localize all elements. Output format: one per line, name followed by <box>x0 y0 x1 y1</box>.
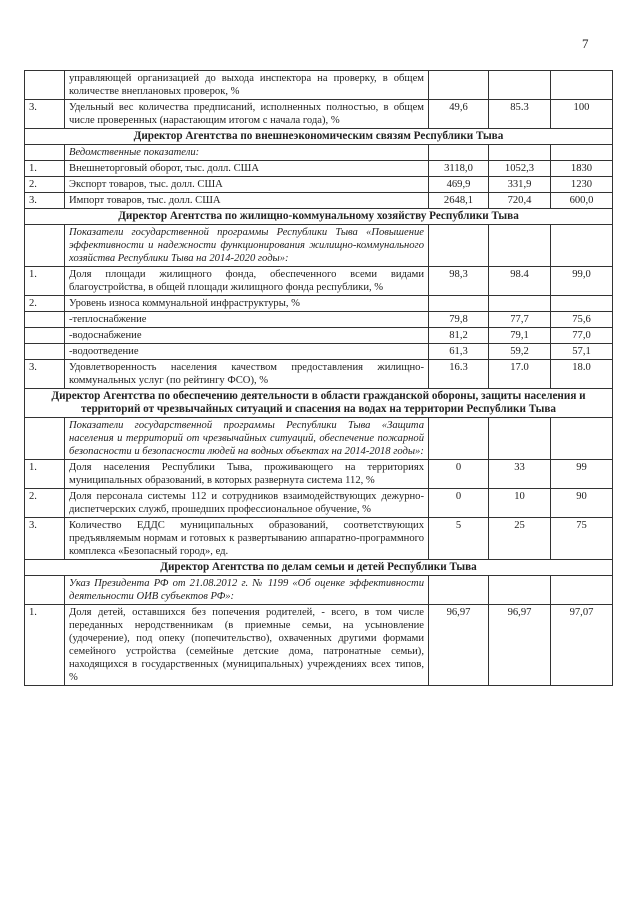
table-row <box>25 193 613 209</box>
value-v3: 18.0 <box>551 360 613 389</box>
empty-cell <box>25 225 65 267</box>
value-v1: 79,8 <box>429 312 489 328</box>
value-v2: 85.3 <box>489 100 551 129</box>
value-v1: 81,2 <box>429 328 489 344</box>
subheader-text: Ведомственные показатели: <box>65 145 429 161</box>
value-v1: 3118,0 <box>429 161 489 177</box>
value-v2: 79,1 <box>489 328 551 344</box>
value-v1 <box>429 296 489 312</box>
table-row <box>25 344 613 360</box>
empty-cell <box>551 225 613 267</box>
section-header-row <box>25 129 613 145</box>
row-number: 1. <box>25 460 65 489</box>
value-v3: 97,07 <box>551 605 613 686</box>
section-header-row <box>25 560 613 576</box>
subheader-row <box>25 145 613 161</box>
table-row <box>25 100 613 129</box>
value-v2 <box>489 296 551 312</box>
value-v3: 90 <box>551 489 613 518</box>
value-v1: 5 <box>429 518 489 560</box>
table-row <box>25 460 613 489</box>
value-v3 <box>551 296 613 312</box>
empty-cell <box>551 576 613 605</box>
empty-cell <box>551 145 613 161</box>
value-v3: 57,1 <box>551 344 613 360</box>
value-v2: 720,4 <box>489 193 551 209</box>
empty-cell <box>429 418 489 460</box>
indicator-name: Доля персонала системы 112 и сотрудников взаимодействующих дежурно-диспетчерских служб, прошедших профессиональное обучение, % <box>65 489 429 518</box>
row-number: 3. <box>25 193 65 209</box>
subheader-text: Показатели государственной программы Республики Тыва «Защита населения и территорий от чрезвычайных ситуаций, обеспечение пожарной безопасности и безопасности людей на водных объектах на 2014-2018 годы»: <box>65 418 429 460</box>
row-number: 3. <box>25 360 65 389</box>
value-v3: 1230 <box>551 177 613 193</box>
value-v3: 99 <box>551 460 613 489</box>
page-number: 7 <box>582 36 589 51</box>
value-v3: 1830 <box>551 161 613 177</box>
value-v2: 77,7 <box>489 312 551 328</box>
value-v3: 100 <box>551 100 613 129</box>
table-row <box>25 267 613 296</box>
indicator-name: Импорт товаров, тыс. долл. США <box>65 193 429 209</box>
row-number: 3. <box>25 100 65 129</box>
section-title: Директор Агентства по внешнеэкономическим связям Республики Тыва <box>25 129 613 145</box>
indicator-name: Доля населения Республики Тыва, проживающего на территориях муниципальных образований, в которых развернута система 112, % <box>65 460 429 489</box>
value-v2: 25 <box>489 518 551 560</box>
subheader-text: Показатели государственной программы Республики Тыва «Повышение эффективности и надежности функционирования жилищно-коммунального хозяйства Республики Тыва на 2014-2020 годы»: <box>65 225 429 267</box>
indicator-name: Количество ЕДДС муниципальных образований, соответствующих предъявляемым нормам и готовых к развертыванию аппаратно-программного комплекса «Безопасный город», ед. <box>65 518 429 560</box>
row-number: 2. <box>25 296 65 312</box>
value-v3: 75 <box>551 518 613 560</box>
value-v1: 98,3 <box>429 267 489 296</box>
section-header-row <box>25 389 613 418</box>
row-number <box>25 328 65 344</box>
value-v1 <box>429 71 489 100</box>
empty-cell <box>489 145 551 161</box>
row-number: 2. <box>25 489 65 518</box>
value-v3 <box>551 71 613 100</box>
subheader-row <box>25 418 613 460</box>
value-v1: 96,97 <box>429 605 489 686</box>
value-v1: 49,6 <box>429 100 489 129</box>
value-v1: 0 <box>429 460 489 489</box>
indicator-name: -теплоснабжение <box>65 312 429 328</box>
row-number: 3. <box>25 518 65 560</box>
value-v1: 0 <box>429 489 489 518</box>
empty-cell <box>551 418 613 460</box>
value-v2: 96,97 <box>489 605 551 686</box>
subheader-row <box>25 225 613 267</box>
indicator-name: Доля площади жилищного фонда, обеспеченного всеми видами благоустройства, в общей площади жилищного фонда республики, % <box>65 267 429 296</box>
empty-cell <box>489 418 551 460</box>
value-v1: 16.3 <box>429 360 489 389</box>
section-title: Директор Агентства по жилищно-коммунальному хозяйству Республики Тыва <box>25 209 613 225</box>
empty-cell <box>489 576 551 605</box>
empty-cell <box>429 576 489 605</box>
indicator-name: Экспорт товаров, тыс. долл. США <box>65 177 429 193</box>
row-number: 1. <box>25 605 65 686</box>
table-row <box>25 161 613 177</box>
value-v2: 331,9 <box>489 177 551 193</box>
value-v1: 61,3 <box>429 344 489 360</box>
value-v3: 77,0 <box>551 328 613 344</box>
row-number <box>25 344 65 360</box>
value-v1: 469,9 <box>429 177 489 193</box>
section-title: Директор Агентства по обеспечению деятельности в области гражданской обороны, защиты населения и территорий от чрезвычайных ситуаций и спасения на водах на территории Республики Тыва <box>25 389 613 418</box>
row-number: 1. <box>25 267 65 296</box>
table-row <box>25 296 613 312</box>
indicator-name: Уровень износа коммунальной инфраструктуры, % <box>65 296 429 312</box>
value-v2: 98.4 <box>489 267 551 296</box>
table-row <box>25 71 613 100</box>
value-v3: 600,0 <box>551 193 613 209</box>
subheader-text: Указ Президента РФ от 21.08.2012 г. № 1199 «Об оценке эффективности деятельности ОИВ субъектов РФ»: <box>65 576 429 605</box>
value-v2: 1052,3 <box>489 161 551 177</box>
indicators-table <box>24 70 613 686</box>
value-v2: 10 <box>489 489 551 518</box>
table-row <box>25 605 613 686</box>
value-v2: 17.0 <box>489 360 551 389</box>
value-v2 <box>489 71 551 100</box>
indicator-name: Внешнеторговый оборот, тыс. долл. США <box>65 161 429 177</box>
value-v2: 33 <box>489 460 551 489</box>
table-row <box>25 518 613 560</box>
value-v3: 75,6 <box>551 312 613 328</box>
row-number <box>25 312 65 328</box>
table-row <box>25 328 613 344</box>
row-number: 2. <box>25 177 65 193</box>
empty-cell <box>25 145 65 161</box>
indicator-name: управляющей организацией до выхода инспектора на проверку, в общем количестве внеплановых проверок, % <box>65 71 429 100</box>
indicator-name: -водоснабжение <box>65 328 429 344</box>
indicator-name: Удовлетворенность населения качеством предоставления жилищно-коммунальных услуг (по рейтингу ФСО), % <box>65 360 429 389</box>
empty-cell <box>489 225 551 267</box>
section-title: Директор Агентства по делам семьи и детей Республики Тыва <box>25 560 613 576</box>
table-row <box>25 177 613 193</box>
table-row <box>25 360 613 389</box>
table-row <box>25 489 613 518</box>
indicator-name: Доля детей, оставшихся без попечения родителей, - всего, в том числе переданных неродственникам (в приемные семьи, на усыновление (удочерение), под опеку (попечительство), охваченных другими формами семейного устройства (семейные детские дома, патронатные семьи), находящихся в государственных (муниципальных) учреждениях всех типов, % <box>65 605 429 686</box>
value-v2: 59,2 <box>489 344 551 360</box>
empty-cell <box>25 418 65 460</box>
table-row <box>25 312 613 328</box>
indicator-name: -водоотведение <box>65 344 429 360</box>
value-v1: 2648,1 <box>429 193 489 209</box>
value-v3: 99,0 <box>551 267 613 296</box>
empty-cell <box>429 145 489 161</box>
empty-cell <box>25 576 65 605</box>
section-header-row <box>25 209 613 225</box>
row-number: 1. <box>25 161 65 177</box>
empty-cell <box>429 225 489 267</box>
row-number <box>25 71 65 100</box>
subheader-row <box>25 576 613 605</box>
indicator-name: Удельный вес количества предписаний, исполненных полностью, в общем числе проверенных (нарастающим итогом с начала года), % <box>65 100 429 129</box>
